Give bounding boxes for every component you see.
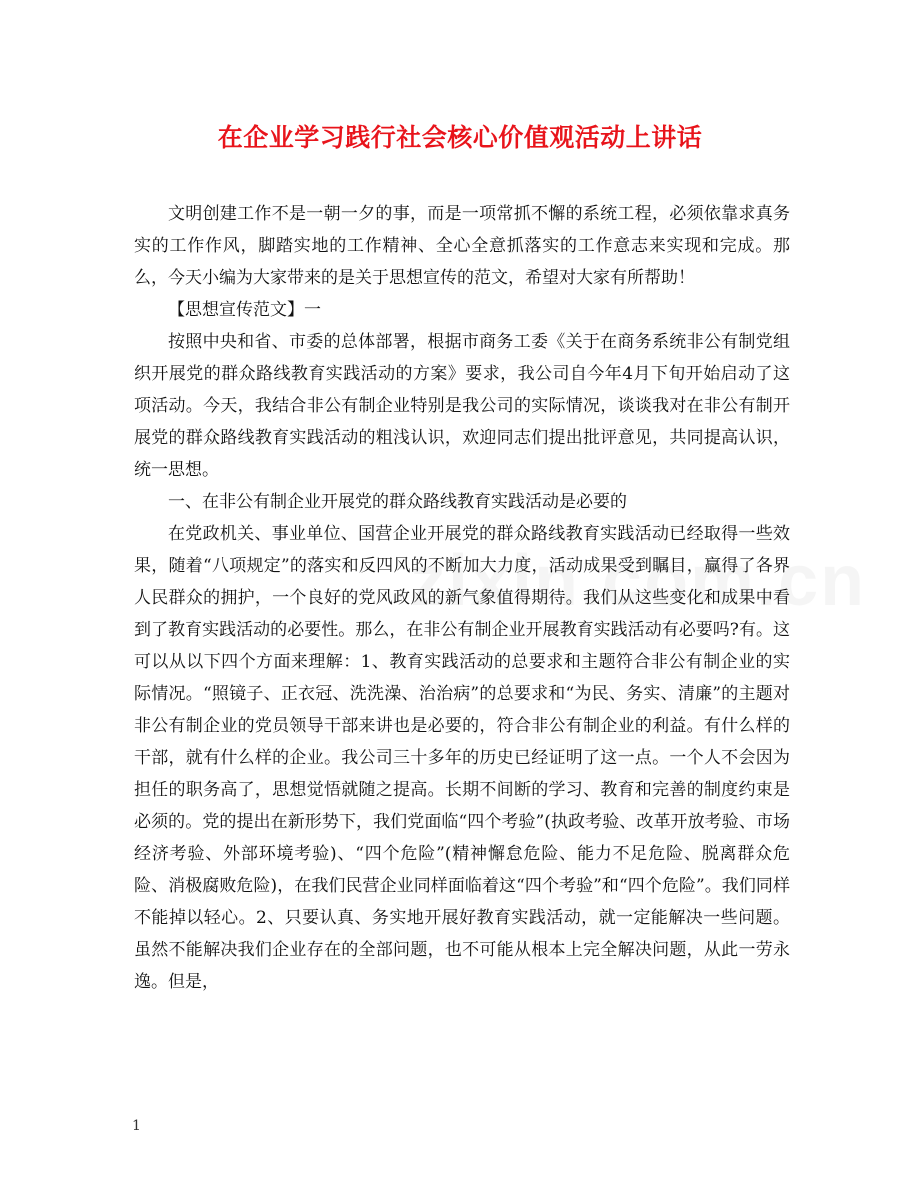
body-paragraph: 按照中央和省、市委的总体部署，根据市商务工委《关于在商务系统非公有制党组织开展党的群众路线教育实践活动的方案》要求，我公司自今年4月下旬开始启动了这项活动。今天，我结合非公有制企业特别是我公司的实际情况，谈谈我对在非公有制开展党的群众路线教育实践活动的粗浅认识，欢迎同志们提出批评意见，共同提高认识，统一思想。 <box>134 332 790 480</box>
document-title: 在企业学习践行社会核心价值观活动上讲话 <box>217 123 703 152</box>
intro-paragraph: 文明创建工作不是一朝一夕的事，而是一项常抓不懈的系统工程，必须依靠求真务实的工作作风，脚踏实地的工作精神、全心全意抓落实的工作意志来实现和完成。那么，今天小编为大家带来的是关于思想宣传的范文，希望对大家有所帮助！ <box>134 204 790 288</box>
subsection-heading: 一、在非公有制企业开展党的群众路线教育实践活动是必要的 <box>168 492 627 512</box>
body-paragraph: 在党政机关、事业单位、国营企业开展党的群众路线教育实践活动已经取得一些效果，随着“八项规定”的落实和反四风的不断加大力度，活动成果受到瞩目，赢得了各界人民群众的拥护，一个良好的党风政风的新气象值得期待。我们从这些变化和成果中看到了教育实践活动的必要性。那么，在非公有制企业开展教育实践活动有必要吗?有。这可以从以下四个方面来理解：1、教育实践活动的总要求和主题符合非公有制企业的实际情况。“照镜子、正衣冠、洗洗澡、治治病”的总要求和“为民、务实、清廉”的主题对非公有制企业的党员领导干部来讲也是必要的，符合非公有制企业的利益。有什么样的干部，就有什么样的企业。我公司三十多年的历史已经证明了这一点。一个人不会因为担任的职务高了，思想觉悟就随之提高。长期不间断的学习、教育和完善的制度约束是必须的。党的提出在新形势下，我们党面临“四个考验”(执政考验、改革开放考验、市场经济考验、外部环境考验)、“四个危险”(精神懈怠危险、能力不足危险、脱离群众危险、消极腐败危险)，在我们民营企业同样面临着这“四个考验”和“四个危险”。我们同样不能掉以轻心。2、只要认真、务实地开展好教育实践活动，就一定能解决一些问题。虽然不能解决我们企业存在的全部问题，也不可能从根本上完全解决问题，从此一劳永逸。但是， <box>134 524 790 992</box>
section-heading: 【思想宣传范文】一 <box>168 300 321 320</box>
document-body <box>134 198 790 998</box>
page-number: 1 <box>132 1118 141 1134</box>
